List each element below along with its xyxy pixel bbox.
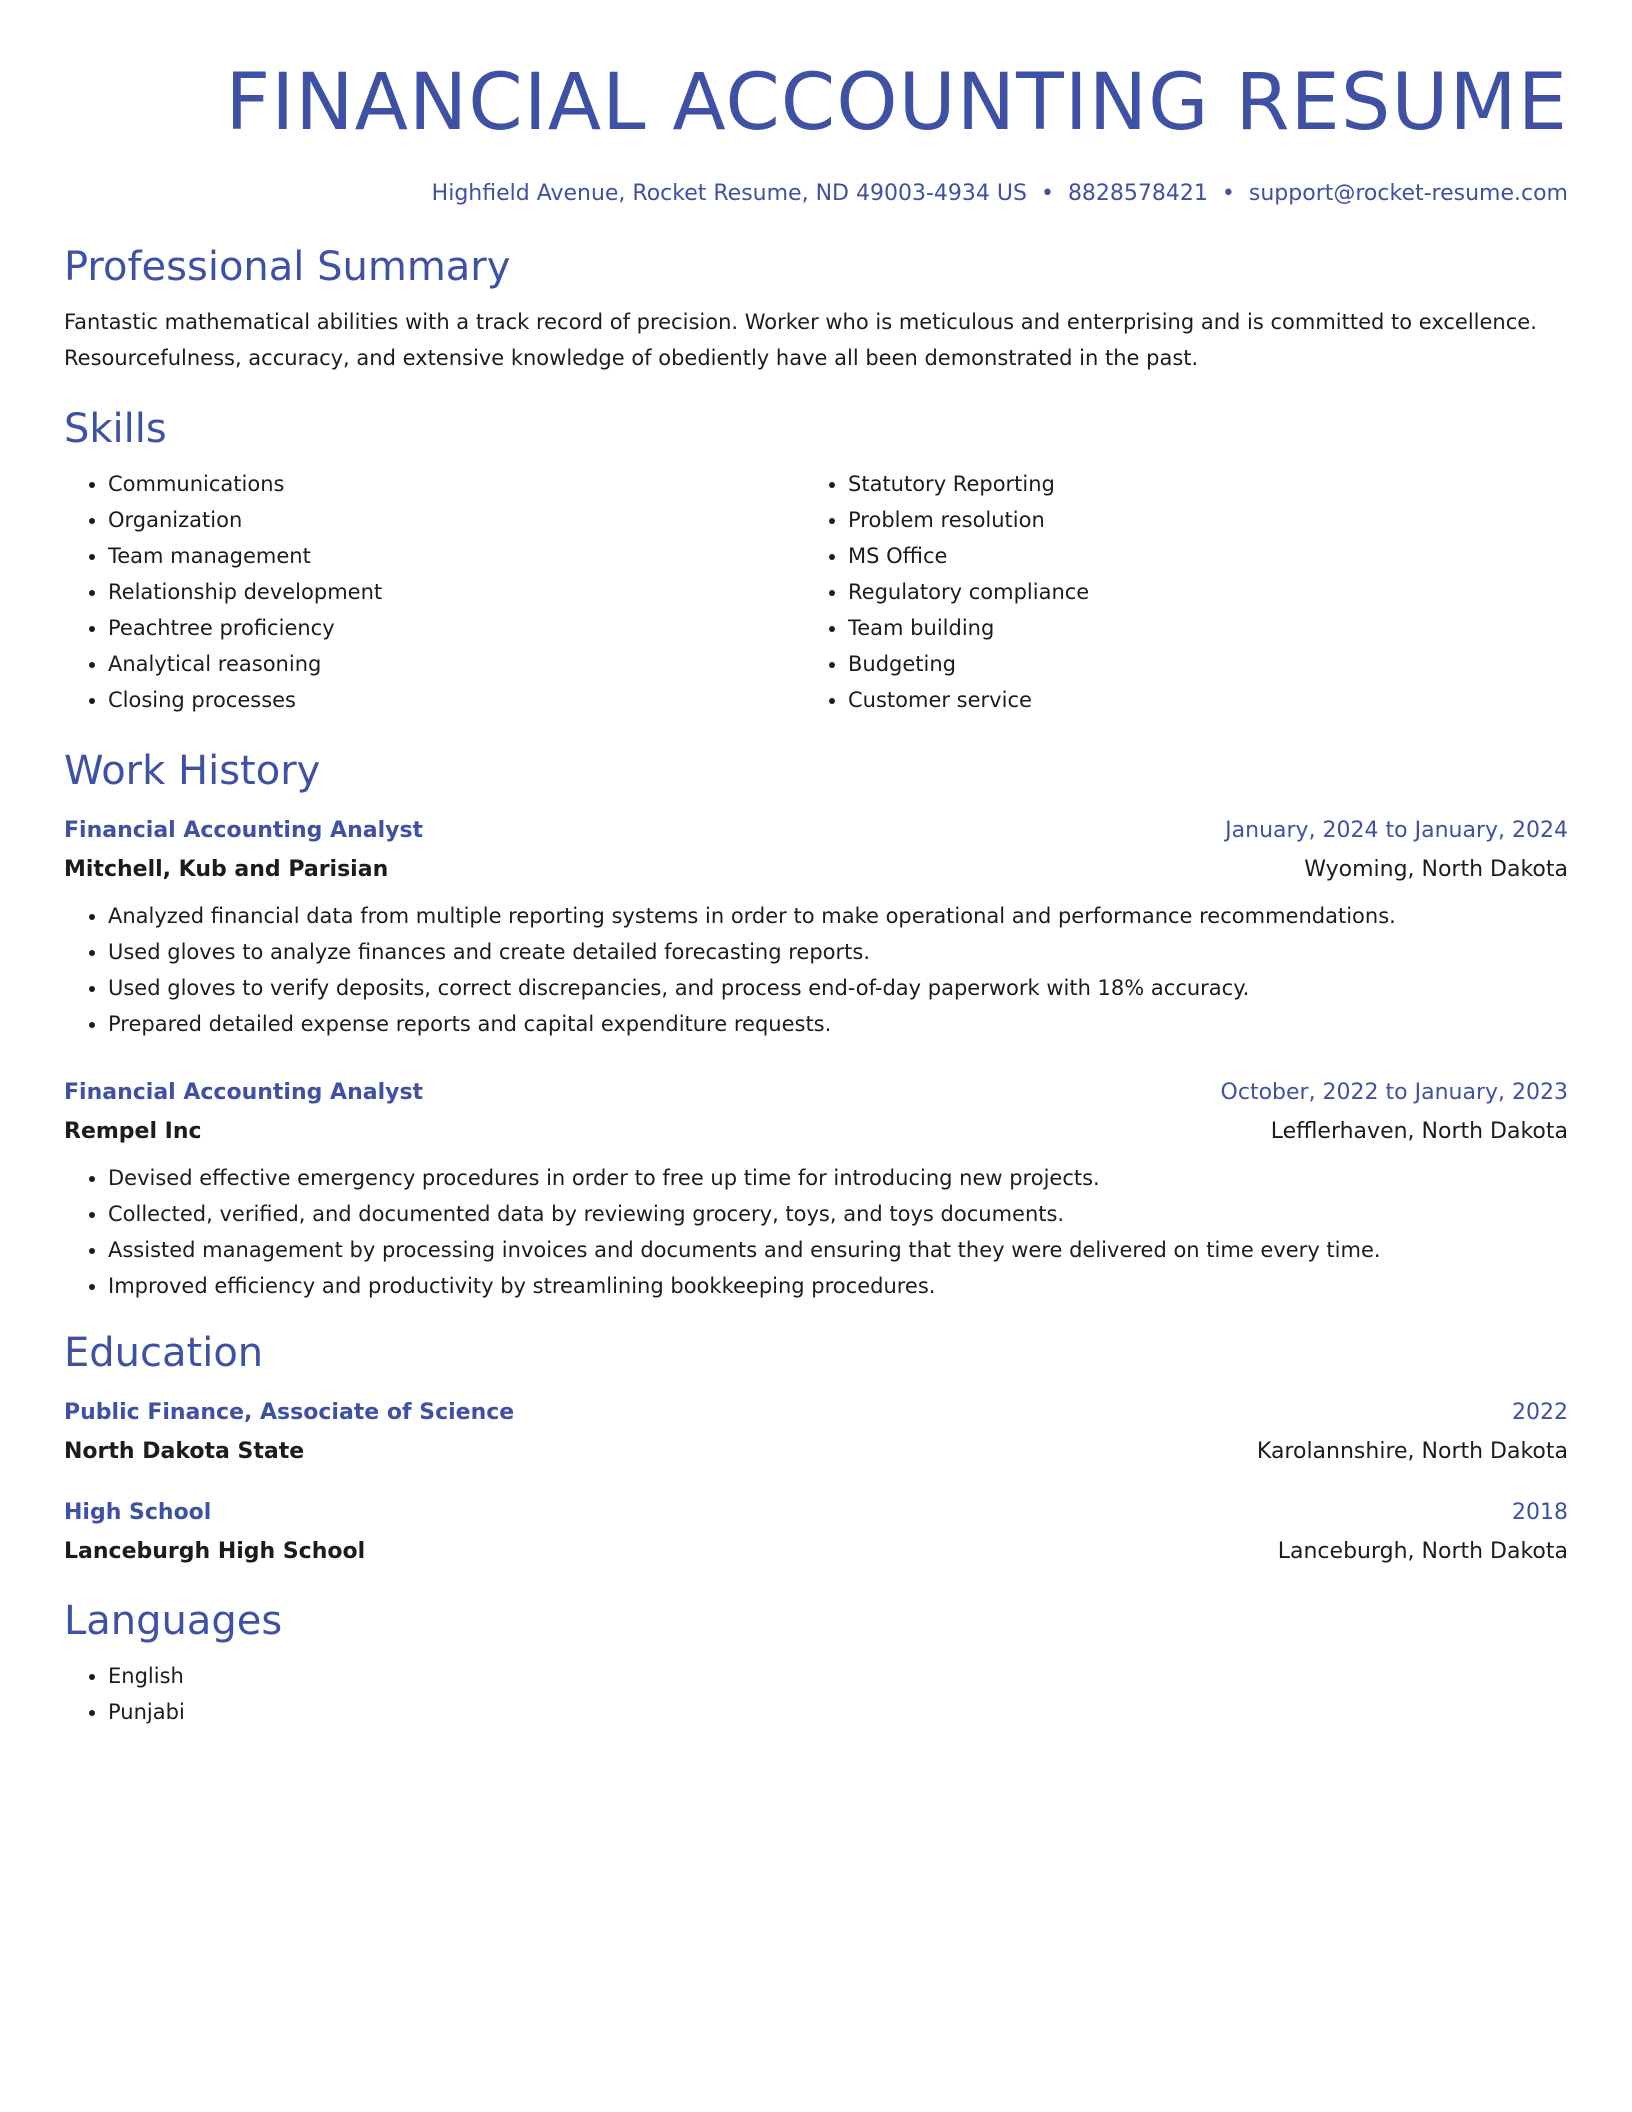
section-heading: Education [64,1330,264,1376]
section-heading: Skills [64,406,167,452]
job-duty: • Improved efficiency and productivity by streamlining bookkeeping procedures. [108,1268,1568,1304]
summary-text: Fantastic mathematical abilities with a track record of precision. Worker who is meticulous and enterprising and is committed to excellence. Resourcefulness, accuracy, and extensive knowledge of obediently have all been demonstrated in the past. [64,310,1537,370]
skills-list-left [64,466,804,718]
skill-item: • Team building [848,610,1568,646]
skill-item: • Peachtree proficiency [108,610,804,646]
job-title-row [64,812,1568,850]
language-item: • English [108,1658,1568,1694]
resume-title: FINANCIAL ACCOUNTING RESUME [225,58,1568,148]
work-history-section [64,744,1568,1304]
section-heading: Languages [64,1598,283,1644]
job-location: Wyoming, North Dakota [1304,857,1568,882]
languages-section [64,1594,1568,1730]
education-degree-row [64,1394,1568,1432]
job-dates: January, 2024 to January, 2024 [1225,818,1568,843]
skill-item: • Regulatory compliance [848,574,1568,610]
education-year: 2018 [1512,1500,1568,1525]
skill-item: • MS Office [848,538,1568,574]
contact-line [64,178,1568,210]
skill-item: • Team management [108,538,804,574]
contact-email[interactable]: support@rocket-resume.com [1248,181,1568,206]
contact-separator: • [1221,181,1235,206]
skill-item: • Statutory Reporting [848,466,1568,502]
education-school-row [64,1432,1568,1472]
job-duties-list [64,1160,1568,1304]
education-entry [64,1494,1568,1572]
skills-grid [64,466,1568,718]
job-duty: • Used gloves to analyze finances and create detailed forecasting reports. [108,934,1568,970]
education-location: Karolannshire, North Dakota [1256,1439,1568,1464]
job-duty: • Assisted management by processing invoices and documents and ensuring that they were delivered on time every time. [108,1232,1568,1268]
education-entry [64,1394,1568,1472]
job-title: Financial Accounting Analyst [64,818,424,843]
resume-header [64,48,1568,210]
job-duty: • Collected, verified, and documented data by reviewing grocery, toys, and toys documents. [108,1196,1568,1232]
skill-item: • Analytical reasoning [108,646,804,682]
education-location: Lanceburgh, North Dakota [1277,1539,1568,1564]
education-section [64,1326,1568,1572]
job-duty: • Used gloves to verify deposits, correct discrepancies, and process end-of-day paperwork with 18% accuracy. [108,970,1568,1006]
skill-item: • Relationship development [108,574,804,610]
skills-section [64,402,1568,718]
job-duties-list [64,898,1568,1042]
job-duty: • Prepared detailed expense reports and capital expenditure requests. [108,1006,1568,1042]
professional-summary-section [64,240,1568,376]
skill-item: • Closing processes [108,682,804,718]
job-entry [64,812,1568,1042]
job-title-row [64,1074,1568,1112]
education-school: Lanceburgh High School [64,1539,366,1564]
contact-separator: • [1040,181,1054,206]
section-heading: Work History [64,748,321,794]
skill-item: • Budgeting [848,646,1568,682]
education-school-row [64,1532,1568,1572]
education-school: North Dakota State [64,1439,305,1464]
job-dates: October, 2022 to January, 2023 [1220,1080,1568,1105]
skill-item: • Customer service [848,682,1568,718]
skill-item: • Organization [108,502,804,538]
job-entry [64,1074,1568,1304]
job-title: Financial Accounting Analyst [64,1080,424,1105]
contact-address: Highfield Avenue, Rocket Resume, ND 49003-4934 US [431,181,1027,206]
contact-phone: 8828578421 [1067,181,1208,206]
job-employer-row [64,1112,1568,1152]
education-degree-row [64,1494,1568,1532]
education-year: 2022 [1512,1400,1568,1425]
job-location: Lefflerhaven, North Dakota [1270,1119,1568,1144]
languages-list [64,1658,1568,1730]
job-employer: Rempel Inc [64,1119,202,1144]
language-item: • Punjabi [108,1694,1568,1730]
job-employer-row [64,850,1568,890]
education-degree: Public Finance, Associate of Science [64,1400,515,1425]
job-duty: • Analyzed financial data from multiple reporting systems in order to make operational and performance recommendations. [108,898,1568,934]
education-degree: High School [64,1500,212,1525]
job-employer: Mitchell, Kub and Parisian [64,857,389,882]
skill-item: • Problem resolution [848,502,1568,538]
job-duty: • Devised effective emergency procedures in order to free up time for introducing new projects. [108,1160,1568,1196]
skill-item: • Communications [108,466,804,502]
skills-list-right [804,466,1568,718]
section-heading: Professional Summary [64,244,511,290]
